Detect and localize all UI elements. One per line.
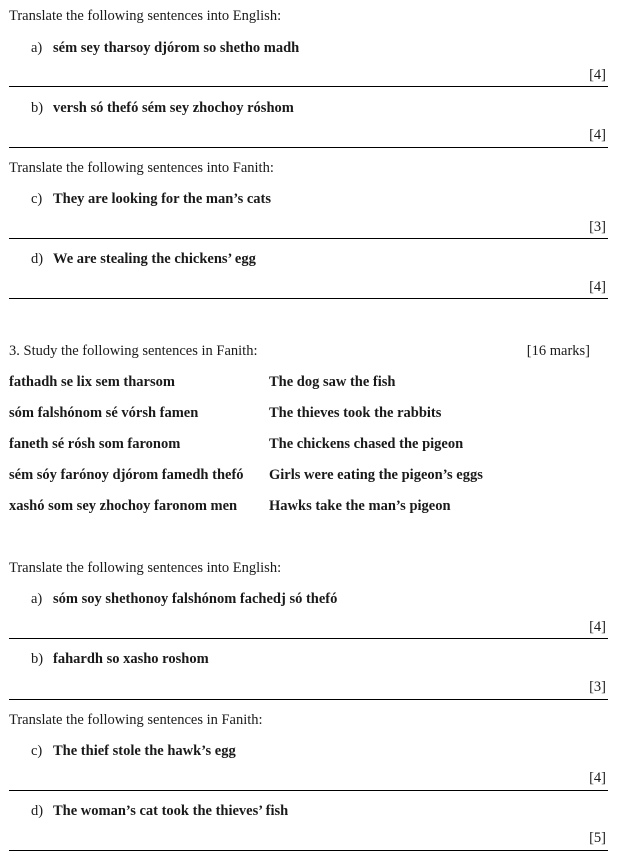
- question-mark: [3]: [589, 219, 606, 235]
- english-sentence: Hawks take the man’s pigeon: [269, 498, 451, 514]
- answer-line: [9, 638, 608, 639]
- question-label: c): [31, 191, 43, 207]
- question-label: b): [31, 100, 44, 116]
- answer-line: [9, 699, 608, 700]
- question-label: a): [31, 40, 43, 56]
- question-text: They are looking for the man’s cats: [53, 191, 272, 207]
- section-marks: [16 marks]: [526, 343, 590, 359]
- question-mark: [3]: [589, 679, 606, 695]
- section-heading: 3. Study the following sentences in Fanith:: [9, 343, 258, 359]
- fanith-sentence: fathadh se lix sem tharsom: [9, 374, 175, 390]
- question-mark: [4]: [589, 67, 606, 83]
- fanith-sentence: faneth sé rósh som faronom: [9, 436, 181, 452]
- question-text: The woman’s cat took the thieves’ fish: [53, 803, 289, 819]
- fanith-sentence: xashó som sey zhochoy faronom men: [9, 498, 238, 514]
- question-text: sóm soy shethonoy falshónom fachedj só thefó: [53, 591, 338, 607]
- fanith-sentence: sém sóy farónoy djórom famedh thefó: [9, 467, 244, 483]
- instruction-fanith: Translate the following sentences into Fanith:: [9, 160, 274, 176]
- question-text: versh só thefó sém sey zhochoy róshom: [53, 100, 294, 116]
- answer-line: [9, 790, 608, 791]
- english-sentence: Girls were eating the pigeon’s eggs: [269, 467, 483, 483]
- question-label: d): [31, 803, 44, 819]
- question-label: a): [31, 591, 43, 607]
- english-sentence: The chickens chased the pigeon: [269, 436, 464, 452]
- question-mark: [5]: [589, 830, 606, 846]
- instruction-english: Translate the following sentences into English:: [9, 560, 282, 576]
- answer-line: [9, 86, 608, 87]
- question-text: The thief stole the hawk’s egg: [53, 743, 236, 759]
- question-mark: [4]: [589, 279, 606, 295]
- answer-line: [9, 850, 608, 851]
- question-label: b): [31, 651, 44, 667]
- english-sentence: The dog saw the fish: [269, 374, 396, 390]
- question-text: We are stealing the chickens’ egg: [53, 251, 256, 267]
- question-mark: [4]: [589, 127, 606, 143]
- english-sentence: The thieves took the rabbits: [269, 405, 442, 421]
- answer-line: [9, 147, 608, 148]
- fanith-sentence: sóm falshónom sé vórsh famen: [9, 405, 199, 421]
- answer-line: [9, 298, 608, 299]
- question-text: fahardh so xasho roshom: [53, 651, 209, 667]
- question-label: c): [31, 743, 43, 759]
- question-mark: [4]: [589, 770, 606, 786]
- question-text: sém sey tharsoy djórom so shetho madh: [53, 40, 300, 56]
- instruction-english: Translate the following sentences into English:: [9, 8, 282, 24]
- question-mark: [4]: [589, 619, 606, 635]
- instruction-fanith: Translate the following sentences in Fanith:: [9, 712, 263, 728]
- answer-line: [9, 238, 608, 239]
- question-label: d): [31, 251, 44, 267]
